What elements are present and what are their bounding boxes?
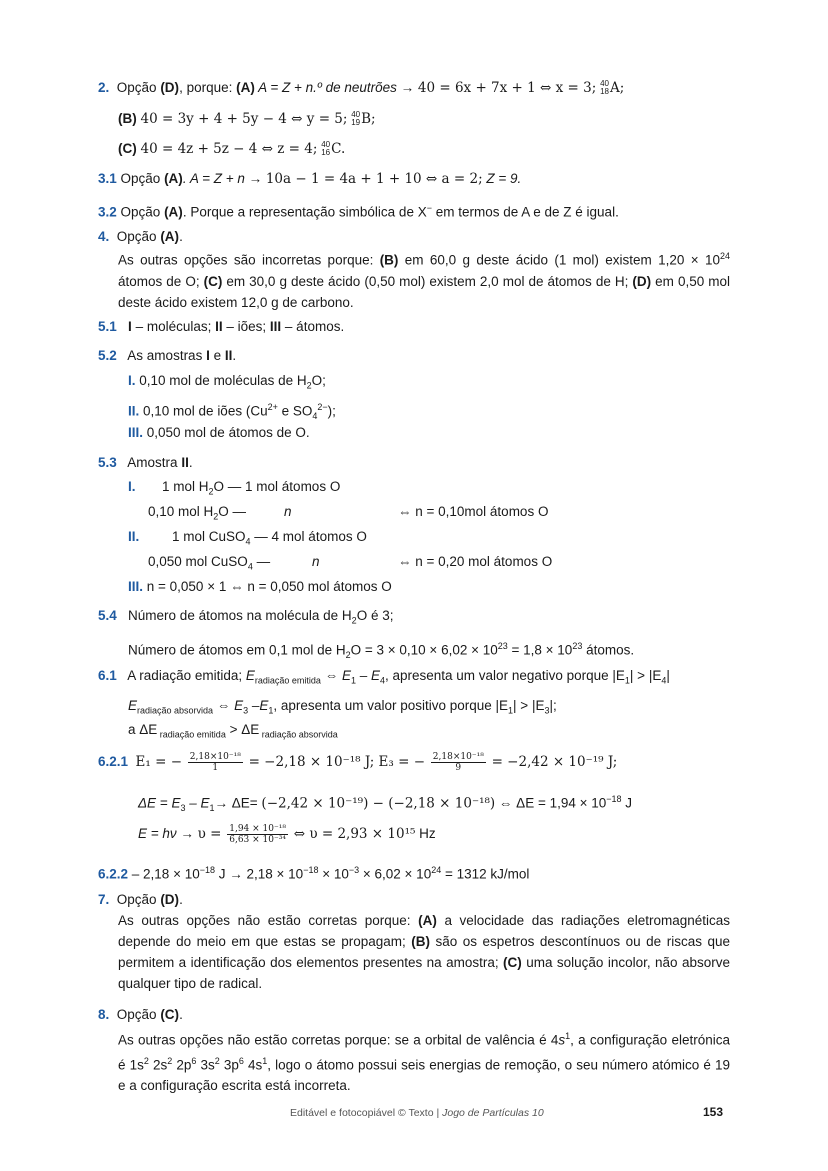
q61-l1: 6.1 A radiação emitida; $E_{radiação emitida}$ ⇔ $E_1 - E_4$, apresenta um valor negativo porque $|E_1| > |E_4|$ — [98, 668, 670, 686]
q4-paragraph: As outras opções são incorretas porque: (B) em 60,0 g deste ácido (1 mol) existem $1,20 \times 10^{24}$ átomos de O; (C) em 30,0 g deste ácido (0,50 mol) existem 2,0 mol de átomos de H; (D) em 0,50 mol deste ácido existem 12,0 g de carbono. — [118, 251, 730, 310]
q53-r2-n: n — [284, 504, 292, 519]
q53-r2-res: ⇔ n = 0,10mol átomos O — [398, 504, 549, 519]
q61-l3: a ΔE $_{radiação emitida}$ > ΔE $_{radiação absorvida}$ — [128, 722, 338, 740]
q2-line1: 2. Opção (D), porque: (A) A = Z + n.º de neutrões → 40 = 6x + 7x + 1 ⇔ x = 3; 40 18 A; — [98, 79, 625, 97]
page-number: 153 — [703, 1105, 724, 1119]
q53-head: 5.3 Amostra II. — [98, 455, 193, 470]
q2-line2: (B) 40 = 3y + 4 + 5y − 4 ⇔ y = 5; 40 19 B; — [118, 110, 376, 128]
q621-l1: 6.2.1 E₁ = − $\frac{\text{2,18×10⁻¹⁸}}{1}$ = −2,18 × 10⁻¹⁸ J; E₃ = − $\frac{\text{2,18×10⁻¹⁸}}{9}$ = −2,42 × 10⁻¹⁹ J; — [98, 752, 618, 773]
q54-l2: Número de átomos em 0,1 mol de $H_2O = 3 \times 0,10 \times 6,02 \times 10^{23} = 1,8 \times 10^{23}$ átomos. — [128, 641, 635, 661]
q52-r3: III. 0,050 mol de átomos de O. — [128, 425, 310, 440]
q53-r1: I. — [128, 479, 136, 494]
q7-paragraph: As outras opções não estão corretas porque: (A) a velocidade das radiações eletromagnéticas depende do meio em que estas se propagam; (B) são os espetros descontínuos ou de riscas que permitem a identificação dos elementos presentes na amostra; (C) uma solução incolor, não absorve qualquer tipo de radical. — [118, 913, 730, 991]
q61-l2: $E_{radiação absorvida}$ ⇔ $E_3$ $-E_1$, apresenta um valor positivo porque $|E_1| > |E_3|$; — [128, 698, 557, 716]
q52-r2: II. 0,10 mol de iões ($Cu^{2+}$ e $SO_4^{2-}$); — [128, 402, 336, 422]
q51: 5.1 I – moléculas; II – iões; III – átomos. — [98, 319, 345, 334]
q53-r4-n: n — [312, 554, 320, 569]
q32: 3.2 Opção (A). Porque a representação simbólica de X− em termos de A e de Z é igual. — [98, 203, 619, 220]
q53-r5: III. n = 0,050 × 1 ⇔ n = 0,050 mol átomos O — [128, 579, 392, 594]
q54-l1: 5.4 Número de átomos na molécula de $H_2O$ é 3; — [98, 608, 394, 626]
q53-r4: 0,050 mol CuSO$_4$ — — [148, 554, 271, 572]
q53-r1-text: 1 mol $H_2O$ — 1 mol átomos O — [162, 479, 341, 497]
q2-number: 2. — [98, 80, 110, 95]
q53-r3: II. — [128, 529, 140, 544]
q31: 3.1 Opção (A). A = Z + n → 10a − 1 = 4a + 1 + 10 ⇔ a = 2; Z = 9. — [98, 171, 522, 187]
q622: $6.2.2 - 2,18 \times 10^{-18}$ $J \to 2,18 \times 10^{-18} \times 10^{-3} \times 6,02 \times 10^{24} = 1312$ kJ/mol — [98, 865, 530, 882]
q2-line3: (C) 40 = 4z + 5z − 4 ⇔ z = 4; 40 16 C. — [118, 140, 346, 158]
q621-l2: $\Delta E = E_3 - E_1\to \Delta E= (-2,42 \times 10^{-19}) - (-2,18 \times 10^{-18})$ ⇔ $\Delta E = 1,94 \times 10^{-18}$ J — [138, 794, 633, 814]
q53-r2: 0,10 mol $H_2O$ — — [148, 504, 247, 522]
q52-head: 5.2 As amostras I e II. — [98, 348, 237, 363]
q7-head: 7. Opção (D). — [98, 892, 183, 907]
q4-head: 4. Opção (A). — [98, 229, 183, 244]
q8-head: 8. Opção (C). — [98, 1007, 183, 1022]
q8-paragraph: As outras opções não estão corretas porque: se a orbital de valência é $4s^1$, a configuração eletrónica é $1s^2$ $2s^2$ $2p^6$ $3s^2$ $3p^6$ $4s^1$, logo o átomo possui seis energias de remoção, o seu número atómico é 19 e a configuração escrita está incorreta. — [118, 1031, 730, 1093]
q621-l3: E = hν → υ = $\frac{\text{1,94 × 10⁻¹⁸}}{\text{6,63 × 10⁻³⁴}}$ ⇔ υ = 2,93 × 10¹⁵ Hz — [138, 824, 436, 845]
q53-r3-text: 1 mol CuSO$_4$ — 4 mol átomos O — [172, 529, 367, 547]
q53-r4-res: ⇔ n = 0,20 mol átomos O — [398, 554, 553, 569]
q52-r1: I. 0,10 mol de moléculas de $H_2O$; — [128, 373, 326, 391]
footer-text: Editável e fotocopiável © Texto | Jogo de Partículas 10 — [290, 1107, 544, 1119]
